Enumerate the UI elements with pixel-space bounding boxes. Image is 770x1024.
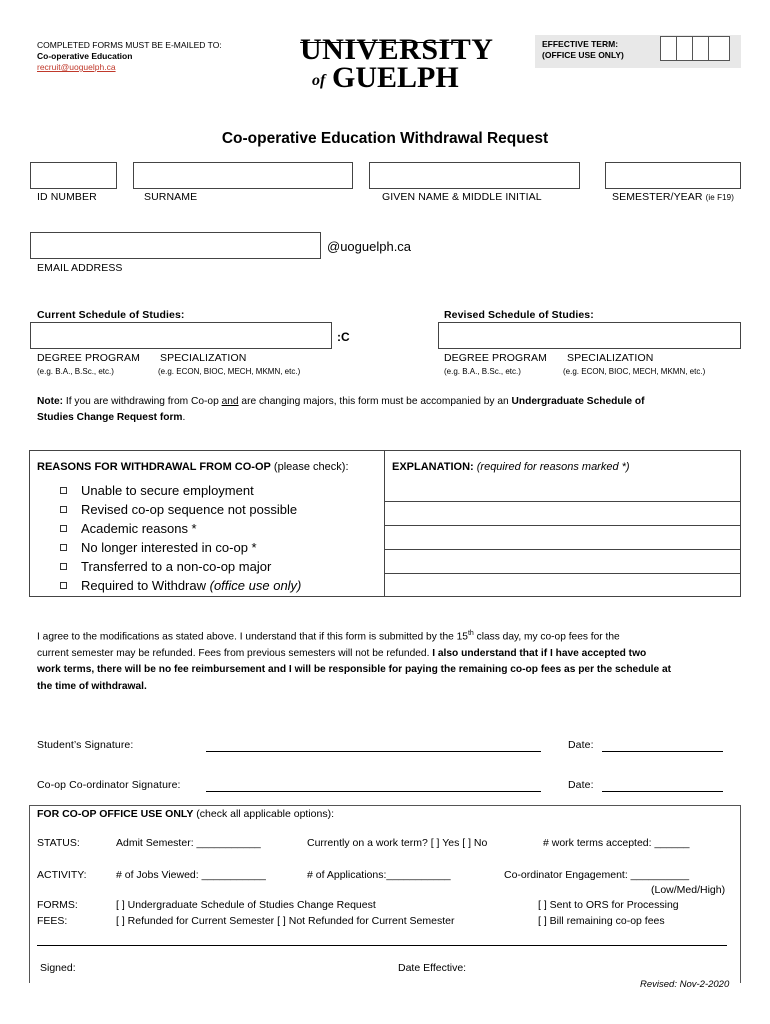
email-label: EMAIL ADDRESS — [37, 262, 123, 274]
term-cell-1[interactable] — [660, 36, 676, 61]
date-effective-label: Date Effective: — [398, 962, 467, 974]
term-cell-3[interactable] — [692, 36, 708, 61]
office-header-normal: (check all applicable options): — [193, 808, 335, 820]
reasons-header-bold: REASONS FOR WITHDRAWAL FROM CO-OP — [37, 461, 271, 473]
status-label: STATUS: — [37, 837, 80, 849]
reason-label: Academic reasons * — [81, 521, 197, 536]
forms-option-2[interactable]: [ ] Sent to ORS for Processing — [538, 899, 679, 911]
reasons-table — [29, 450, 741, 597]
checkbox-icon[interactable] — [60, 544, 67, 551]
effective-term-box — [535, 35, 741, 68]
reason-label: No longer interested in co-op * — [81, 540, 257, 555]
office-signature-rule — [37, 945, 727, 946]
reason-label: Revised co-op sequence not possible — [81, 502, 298, 517]
work-term-question[interactable]: Currently on a work term? [ ] Yes [ ] No — [307, 837, 488, 849]
agreement-l2b: I also understand that if I have accepted two — [432, 647, 647, 659]
student-signature-line[interactable] — [206, 740, 541, 752]
office-header-bold: FOR CO-OP OFFICE USE ONLY — [37, 808, 194, 820]
jobs-viewed-field[interactable]: # of Jobs Viewed: ___________ — [116, 869, 266, 881]
term-cell-4[interactable] — [708, 36, 730, 61]
fees-option-2[interactable]: [ ] Bill remaining co-op fees — [538, 915, 665, 927]
surname-field[interactable] — [133, 162, 353, 189]
id-number-label: ID NUMBER — [37, 191, 97, 203]
coordinator-date-label: Date: — [568, 779, 594, 791]
coordinator-signature-label: Co-op Co-ordinator Signature: — [37, 779, 181, 791]
reason-item-3[interactable] — [56, 519, 301, 538]
work-terms-accepted[interactable]: # work terms accepted: ______ — [543, 837, 690, 849]
note-prefix: Note: — [37, 396, 64, 407]
current-schedule-field[interactable] — [30, 322, 332, 349]
university-logo — [300, 33, 494, 94]
forms-option-1[interactable]: [ ] Undergraduate Schedule of Studies Change Request — [116, 899, 376, 911]
explanation-header-bold: EXPLANATION: — [392, 461, 474, 473]
current-spec-hint: (e.g. ECON, BIOC, MECH, MKMN, etc.) — [158, 367, 301, 376]
revised-degree-hint: (e.g. B.A., B.Sc., etc.) — [444, 367, 521, 376]
current-spec-label: SPECIALIZATION — [160, 352, 247, 364]
engagement-field[interactable]: Co-ordinator Engagement: __________ — [504, 869, 690, 881]
agreement-l1b: class day, my co-op fees for the — [473, 631, 620, 643]
reason-item-5[interactable] — [56, 557, 301, 576]
reason-item-6[interactable] — [56, 576, 301, 595]
reason-label: Transferred to a non-co-op major — [81, 559, 272, 574]
current-degree-label: DEGREE PROGRAM — [37, 352, 140, 364]
agreement-line-1 — [37, 626, 737, 646]
page-title: Co-operative Education Withdrawal Request — [221, 130, 549, 147]
explanation-line-2 — [385, 525, 741, 526]
office-box-right — [740, 825, 741, 983]
id-number-field[interactable] — [30, 162, 117, 189]
term-line-1: EFFECTIVE TERM: — [542, 39, 619, 49]
email-field[interactable] — [30, 232, 321, 259]
mail-line-2: Co-operative Education — [37, 51, 133, 61]
checkbox-icon[interactable] — [60, 487, 67, 494]
explanation-header-italic: (required for reasons marked *) — [473, 461, 630, 473]
forms-label: FORMS: — [37, 899, 78, 911]
term-line-2: (OFFICE USE ONLY) — [542, 50, 624, 60]
logo-university-text: UNIVERSITY — [300, 33, 494, 66]
mail-instructions — [37, 40, 222, 73]
logo-of-text: of — [312, 72, 326, 89]
semester-year-label — [612, 191, 734, 203]
mail-line-1: COMPLETED FORMS MUST BE E-MAILED TO: — [37, 40, 222, 50]
reason-item-4[interactable] — [56, 538, 301, 557]
agreement-sup: th — [467, 630, 474, 637]
recruit-email-link[interactable]: recruit@uoguelph.ca — [37, 62, 116, 72]
revised-schedule-title: Revised Schedule of Studies: — [444, 309, 594, 321]
checkbox-icon[interactable] — [60, 525, 67, 532]
admit-semester-field[interactable]: Admit Semester: ___________ — [116, 837, 261, 849]
given-name-label: GIVEN NAME & MIDDLE INITIAL — [382, 191, 542, 203]
note-text-1: If you are withdrawing from Co-op — [63, 396, 222, 407]
student-date-line[interactable] — [602, 740, 723, 752]
logo-guelph-text: GUELPH — [332, 61, 459, 94]
reasons-header — [37, 461, 349, 473]
agreement-line-3: work terms, there will be no fee reimbursement and I will be responsible for paying the remaining co-op fees as per the schedule at — [37, 664, 672, 676]
explanation-line-4 — [385, 573, 741, 574]
checkbox-icon[interactable] — [60, 582, 67, 589]
effective-term-label — [542, 39, 624, 61]
student-signature-label: Student’s Signature: — [37, 739, 134, 751]
applications-field[interactable]: # of Applications:___________ — [307, 869, 451, 881]
revised-spec-hint: (e.g. ECON, BIOC, MECH, MKMN, etc.) — [563, 367, 706, 376]
office-use-header — [37, 808, 334, 820]
reason-item-2[interactable] — [56, 500, 301, 519]
surname-label: SURNAME — [144, 191, 198, 203]
note-line2-bold: Studies Change Request form — [37, 412, 183, 423]
agreement-l2a: current semester may be refunded. Fees from previous semesters will not be refunded. — [37, 647, 433, 659]
note-and: and — [221, 396, 239, 407]
colon-c-text: :C — [337, 330, 350, 344]
revised-spec-label: SPECIALIZATION — [567, 352, 654, 364]
checkbox-icon[interactable] — [60, 563, 67, 570]
reasons-list — [56, 481, 301, 595]
revised-degree-label: DEGREE PROGRAM — [444, 352, 547, 364]
explanation-header — [392, 461, 630, 473]
student-date-label: Date: — [568, 739, 594, 751]
reasons-divider — [384, 451, 385, 596]
logo-rule — [300, 42, 458, 43]
reason-office-use: (office use only) — [209, 578, 302, 593]
reason-label: Unable to secure employment — [81, 483, 254, 498]
explanation-line-1 — [385, 501, 741, 502]
reason-label: Required to Withdraw — [81, 578, 206, 593]
email-domain-suffix: @uoguelph.ca — [327, 239, 412, 254]
reason-item-1[interactable] — [56, 481, 301, 500]
term-cell-2[interactable] — [676, 36, 692, 61]
revised-schedule-field[interactable] — [438, 322, 741, 349]
note-bold-form: Undergraduate Schedule of — [511, 396, 645, 407]
agreement-line-4: the time of withdrawal. — [37, 680, 147, 692]
semester-year-text: SEMESTER/YEAR — [612, 191, 703, 203]
given-name-field[interactable] — [369, 162, 580, 189]
coordinator-date-line[interactable] — [602, 780, 723, 792]
office-box-left — [29, 825, 30, 983]
fees-label: FEES: — [37, 915, 68, 927]
agreement-l1a: I agree to the modifications as stated above. I understand that if this form is submitted by the 15 — [37, 631, 468, 643]
coordinator-signature-line[interactable] — [206, 780, 541, 792]
revised-date: Revised: Nov-2-2020 — [640, 979, 730, 990]
note-text-2: are changing majors, this form must be accompanied by an — [238, 396, 512, 407]
checkbox-icon[interactable] — [60, 506, 67, 513]
activity-label: ACTIVITY: — [37, 869, 87, 881]
agreement-line-2 — [37, 646, 737, 663]
semester-year-field[interactable] — [605, 162, 741, 189]
current-degree-hint: (e.g. B.A., B.Sc., etc.) — [37, 367, 114, 376]
explanation-line-3 — [385, 549, 741, 550]
signed-label: Signed: — [40, 962, 76, 974]
note-line2-end: . — [182, 412, 186, 423]
current-schedule-title: Current Schedule of Studies: — [37, 309, 185, 321]
semester-year-hint: (ie F19) — [705, 193, 734, 202]
fees-option-1[interactable]: [ ] Refunded for Current Semester [ ] Not Refunded for Current Semester — [116, 915, 455, 927]
engagement-hint: (Low/Med/High) — [651, 884, 726, 896]
agreement-paragraph — [37, 626, 737, 695]
note-paragraph — [37, 394, 737, 426]
reasons-header-normal: (please check): — [270, 461, 349, 473]
